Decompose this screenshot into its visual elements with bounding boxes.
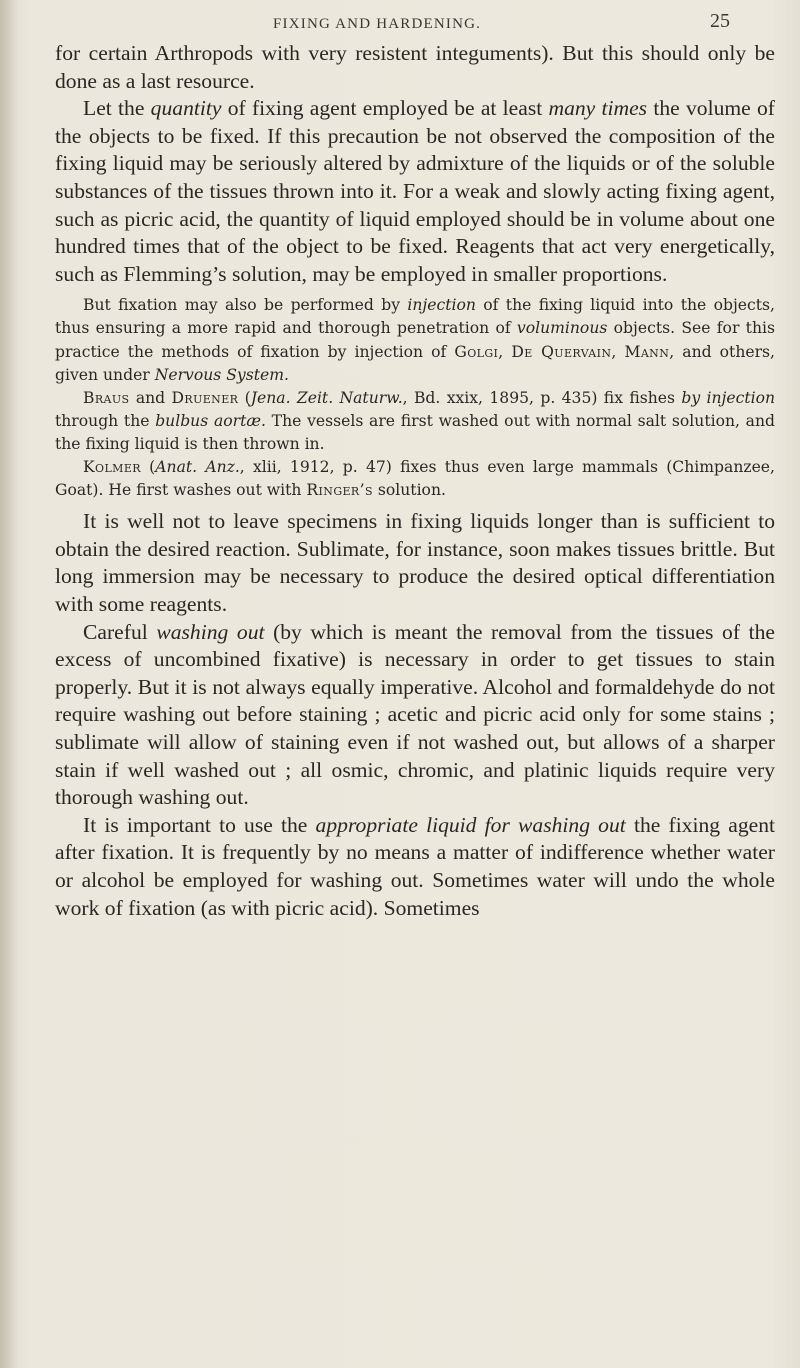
note-text: through the (55, 411, 156, 430)
note-text: solution. (372, 481, 446, 500)
author-name: Ringer’s (306, 481, 373, 500)
author-name: Kolmer (83, 458, 141, 476)
emphasis-text: appropriate liquid for washing out (315, 812, 626, 837)
author-name: Mann (624, 342, 670, 361)
paragraph-washing-out (55, 619, 775, 812)
paragraph-text: It is important to use the (83, 812, 316, 837)
note-text: , and others, given under (55, 342, 776, 384)
paragraph-text: Careful (83, 619, 157, 644)
paragraph-quantity (55, 95, 775, 288)
note-braus-druener (55, 387, 775, 456)
paragraph-text: Let the (83, 96, 151, 121)
emphasis-text: voluminous (516, 319, 608, 338)
paragraph-text: the volume of the objects to be fixed. If this precaution be not observed the composition of the fixing liquid may be seriously altered by admixture of the liquids or of the soluble substances of the tissues thrown into it. For a weak and slowly acting fixing agent, such as picric acid, the quantity of liquid employed should be in volume about one hundred times that of the object to be fixed. Reagents that act very energetically, such as Flemming’s solution, may be employed in smaller proportions. (55, 96, 775, 286)
running-head: FIXING AND HARDENING. (273, 16, 482, 32)
paragraph-text: It is well not to leave specimens in fixing liquids longer than is sufficient to obtain the desired reaction. Sublimate, for instance, soon makes tissues brittle. But long immersion may be necessary to produce the desired optical differentiation with some reagents. (55, 509, 775, 616)
note-text: But fixation may also be performed by (83, 296, 408, 315)
paragraph-continuation (55, 40, 775, 95)
note-text: , xlii, 1912, p. 47) fixes thus even large mammals (Chimpanzee, Goat). He first washes out with (55, 458, 775, 500)
emphasis-text: many times (548, 96, 648, 121)
emphasis-text: injection (407, 296, 476, 315)
author-name: Golgi (454, 342, 499, 361)
note-text: , (498, 342, 512, 361)
note-text: The vessels are first washed out with normal salt solution, and the fixing liquid is then thrown in. (55, 411, 775, 453)
paragraph-text: of fixing agent employed be at least (221, 96, 549, 121)
author-name: Druener (171, 388, 239, 407)
emphasis-text: quantity (150, 96, 222, 121)
paragraph-immersion (55, 508, 775, 618)
note-text: objects. See for this practice the methods of fixation by injection of (55, 319, 775, 361)
note-kolmer (55, 456, 775, 502)
emphasis-text: by injection (681, 388, 776, 407)
author-name: Braus (83, 388, 130, 407)
citation-journal: Anat. Anz. (155, 458, 240, 476)
note-text: , (611, 342, 625, 361)
emphasis-text: Nervous System. (154, 365, 289, 384)
note-text: , Bd. xxix, 1895, p. 435) fix fishes (402, 388, 682, 407)
note-text: ( (238, 388, 251, 407)
author-name: De Quervain (511, 342, 612, 361)
emphasis-text: bulbus aortæ. (155, 411, 266, 430)
note-injection (55, 294, 775, 386)
paragraph-text: the fixing agent after fixation. It is frequently by no means a matter of indifference whether water or alcohol be employed for washing out. Sometimes water will undo the whole work of fixation (as with picric acid). Sometimes (55, 812, 776, 920)
paragraph-text: for certain Arthropods with very resistent integuments). But this should only be done as a last resource. (55, 41, 775, 93)
page-body (55, 40, 775, 922)
page-gutter-shadow (0, 0, 18, 1368)
note-text: and (129, 388, 172, 407)
paragraph-appropriate-liquid (55, 812, 775, 922)
paragraph-text: (by which is meant the removal from the tissues of the excess of uncombined fixative) is necessary in order to get tissues to stain properly. But it is not always equally imperative. Alcohol and formaldehyde do not require washing out before staining ; acetic and picric acid only for some stains ; sublimate will allow of staining even if not washed out, but allows of a sharper stain if well washed out ; all osmic, chromic, and platinic liquids require very thorough washing out. (55, 619, 775, 810)
page-number: 25 (710, 10, 730, 32)
page-header (0, 10, 800, 40)
note-text: ( (140, 458, 156, 476)
emphasis-text: washing out (156, 619, 265, 644)
note-text: of the fixing liquid into the objects, thus ensuring a more rapid and thorough penetration of (55, 296, 775, 338)
citation-journal: Jena. Zeit. Naturw. (250, 388, 403, 407)
